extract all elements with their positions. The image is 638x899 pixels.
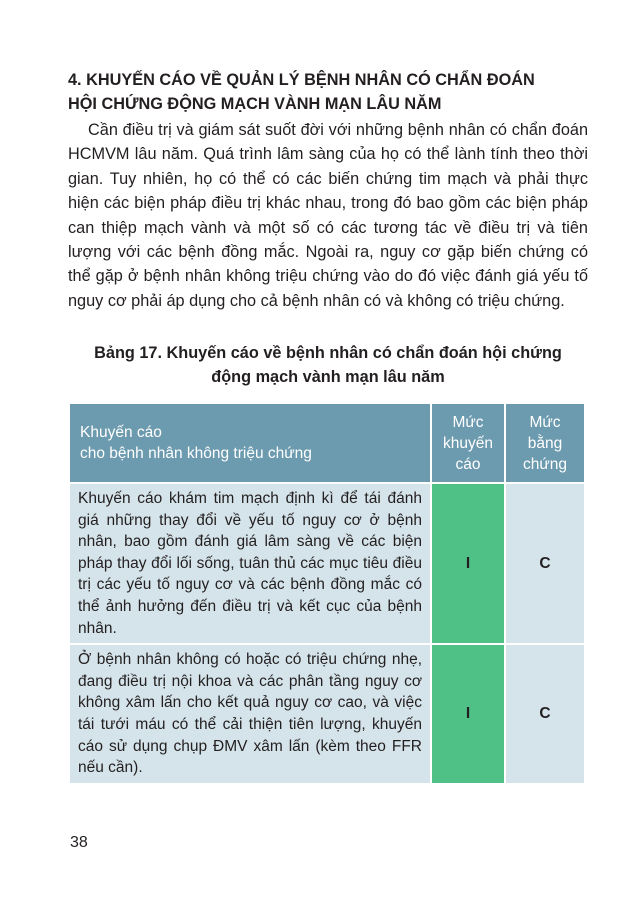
table-caption-line2: động mạch vành mạn lâu năm bbox=[211, 368, 445, 386]
header-evidence-line3: chứng bbox=[523, 455, 567, 473]
recommendation-text: Ở bệnh nhân không có hoặc có triệu chứng nhẹ, đang điều trị nội khoa và các phân tầng nguy cơ không xâm lấn cho kết quả nguy cơ cao, và việc tái tưới máu có thể cải thiện tiên lượng, khuyến cáo sử dụng chụp ĐMV xâm lấn (kèm theo FFR nếu cần). bbox=[70, 645, 430, 783]
recommendation-level-cell: I bbox=[432, 645, 504, 783]
section-title bbox=[68, 68, 588, 116]
header-evidence-line2: bằng bbox=[527, 434, 563, 452]
table-row bbox=[70, 484, 584, 643]
header-evidence-line1: Mức bbox=[529, 413, 561, 431]
recommendation-text: Khuyến cáo khám tim mạch định kì để tái đánh giá những thay đổi về yếu tố nguy cơ ở bệnh nhân, bao gồm đánh giá lâm sàng về các biện pháp thay đổi lối sống, tuân thủ các mục tiêu điều trị các yếu tố nguy cơ và các bệnh đồng mắc có thể ảnh hưởng đến điều trị và kết cục của bệnh nhân. bbox=[70, 484, 430, 643]
header-recommendation bbox=[70, 404, 430, 482]
header-recommendation-level bbox=[432, 404, 504, 482]
table-caption-line1: Bảng 17. Khuyến cáo về bệnh nhân có chẩn đoán hội chứng bbox=[94, 344, 562, 362]
body-paragraph: Cần điều trị và giám sát suốt đời với những bệnh nhân có chẩn đoán HCMVM lâu năm. Quá trình lâm sàng của họ có thể lành tính theo thời gian. Tuy nhiên, họ có thể có các biến chứng tim mạch và phải thực hiện các biện pháp điều trị khác nhau, trong đó bao gồm các biện pháp can thiệp mạch vành và một số có các tương tác về điều trị và tiên lượng với các bệnh đồng mắc. Ngoài ra, nguy cơ gặp biến chứng có thể gặp ở bệnh nhân không triệu chứng vào do đó việc đánh giá yếu tố nguy cơ phải áp dụng cho cả bệnh nhân có và không có triệu chứng. bbox=[68, 121, 588, 310]
section-title-line1: 4. KHUYẾN CÁO VỀ QUẢN LÝ BỆNH NHÂN CÓ CHẨN ĐOÁN bbox=[68, 71, 535, 89]
evidence-level-cell: C bbox=[506, 484, 584, 643]
header-recommendation-line2: cho bệnh nhân không triệu chứng bbox=[80, 445, 312, 462]
evidence-level-cell: C bbox=[506, 645, 584, 783]
page-number: 38 bbox=[70, 834, 88, 851]
header-level-line3: cáo bbox=[455, 455, 481, 473]
table-caption bbox=[68, 341, 588, 389]
header-recommendation-line1: Khuyến cáo bbox=[80, 424, 162, 441]
section-title-line2: HỘI CHỨNG ĐỘNG MẠCH VÀNH MẠN LÂU NĂM bbox=[68, 95, 442, 113]
table-row bbox=[70, 645, 584, 783]
table-header-row bbox=[70, 404, 584, 482]
header-evidence-level bbox=[506, 404, 584, 482]
recommendation-level-cell: I bbox=[432, 484, 504, 643]
header-level-line1: Mức bbox=[452, 413, 484, 431]
header-level-line2: khuyến bbox=[443, 434, 493, 452]
recommendation-table bbox=[68, 402, 586, 785]
